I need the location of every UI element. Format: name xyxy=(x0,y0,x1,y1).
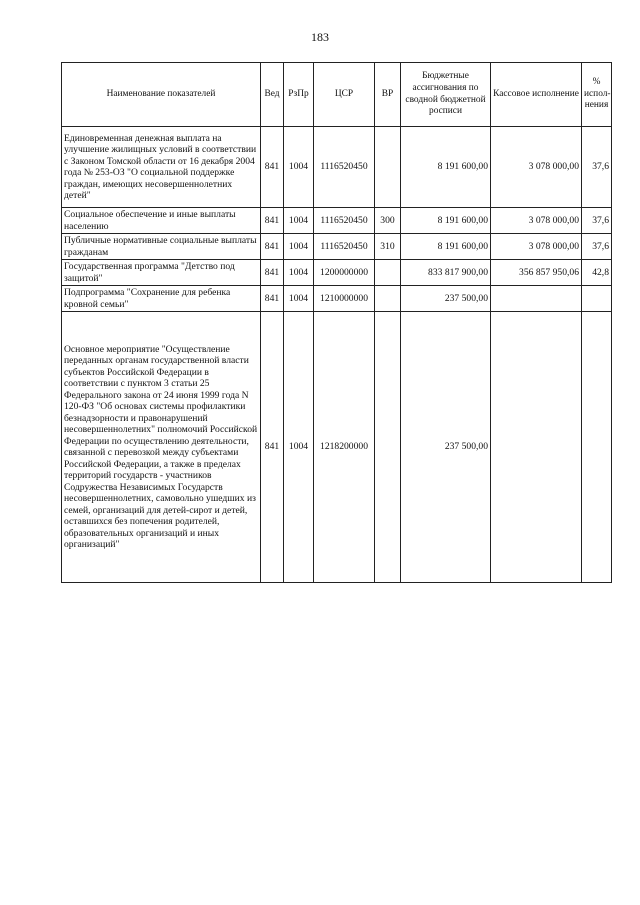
cell-percent-execution: 37,6 xyxy=(582,127,612,208)
cell-rzpr: 1004 xyxy=(284,234,314,260)
cell-ved: 841 xyxy=(261,208,284,234)
cell-assignments: 8 191 600,00 xyxy=(401,127,491,208)
cell-csr: 1116520450 xyxy=(314,234,375,260)
cell-cash-execution: 3 078 000,00 xyxy=(491,208,582,234)
cell-ved: 841 xyxy=(261,127,284,208)
cell-assignments: 8 191 600,00 xyxy=(401,234,491,260)
cell-ved: 841 xyxy=(261,286,284,312)
cell-rzpr: 1004 xyxy=(284,286,314,312)
table-header-row xyxy=(62,63,612,127)
table-row xyxy=(62,127,612,208)
table-row xyxy=(62,286,612,312)
header-ved: Вед xyxy=(261,63,284,127)
table-row xyxy=(62,260,612,286)
header-csr: ЦСР xyxy=(314,63,375,127)
header-percent-execution: % испол- нения xyxy=(582,63,612,127)
cell-ved: 841 xyxy=(261,234,284,260)
cell-rzpr: 1004 xyxy=(284,208,314,234)
cell-cash-execution: 3 078 000,00 xyxy=(491,127,582,208)
header-name: Наименование показателей xyxy=(62,63,261,127)
cell-ved: 841 xyxy=(261,260,284,286)
cell-name: Единовременная денежная выплата на улучшение жилищных условий в соответствии с Законом Томской области от 16 декабря 2004 года № 253-ОЗ "О социальной поддержке граждан, имеющих несовершеннолетних детей" xyxy=(62,127,261,208)
cell-percent-execution xyxy=(582,312,612,583)
cell-cash-execution xyxy=(491,286,582,312)
table-row xyxy=(62,234,612,260)
cell-vr: 310 xyxy=(375,234,401,260)
cell-ved: 841 xyxy=(261,312,284,583)
cell-vr xyxy=(375,260,401,286)
cell-name: Основное мероприятие "Осуществление переданных органам государственной власти субъектов Российской Федерации в соответствии с пунктом 3 статьи 25 Федерального закона от 24 июня 1999 года N 120-ФЗ "Об основах системы профилактики безнадзорности и правонарушений несовершеннолетних" полномочий Российской Федерации по осуществлению деятельности, связанной с перевозкой между субъектами Российской Федерации, а также в пределах территорий государств - участников Содружества Независимых Государств несовершеннолетних, самовольно ушедших из семей, организаций для детей-сирот и детей, оставшихся без попечения родителей, образовательных организаций и иных организаций" xyxy=(62,312,261,583)
cell-percent-execution: 37,6 xyxy=(582,208,612,234)
cell-csr: 1210000000 xyxy=(314,286,375,312)
cell-percent-execution: 42,8 xyxy=(582,260,612,286)
cell-rzpr: 1004 xyxy=(284,312,314,583)
header-cash-execution: Кассовое исполнение xyxy=(491,63,582,127)
cell-csr: 1116520450 xyxy=(314,208,375,234)
cell-assignments: 833 817 900,00 xyxy=(401,260,491,286)
table-row xyxy=(62,312,612,583)
cell-cash-execution xyxy=(491,312,582,583)
cell-percent-execution xyxy=(582,286,612,312)
cell-vr: 300 xyxy=(375,208,401,234)
cell-assignments: 237 500,00 xyxy=(401,312,491,583)
header-assignments: Бюджетные ассигнования по сводной бюджетной росписи xyxy=(401,63,491,127)
cell-vr xyxy=(375,286,401,312)
cell-csr: 1218200000 xyxy=(314,312,375,583)
cell-cash-execution: 356 857 950,06 xyxy=(491,260,582,286)
header-rzpr: РзПр xyxy=(284,63,314,127)
cell-rzpr: 1004 xyxy=(284,127,314,208)
cell-cash-execution: 3 078 000,00 xyxy=(491,234,582,260)
cell-vr xyxy=(375,312,401,583)
cell-percent-execution: 37,6 xyxy=(582,234,612,260)
cell-name: Публичные нормативные социальные выплаты гражданам xyxy=(62,234,261,260)
header-vr: ВР xyxy=(375,63,401,127)
cell-assignments: 8 191 600,00 xyxy=(401,208,491,234)
cell-assignments: 237 500,00 xyxy=(401,286,491,312)
cell-rzpr: 1004 xyxy=(284,260,314,286)
cell-vr xyxy=(375,127,401,208)
cell-csr: 1200000000 xyxy=(314,260,375,286)
cell-name: Подпрограмма "Сохранение для ребенка кровной семьи" xyxy=(62,286,261,312)
page-number: 183 xyxy=(311,30,329,44)
cell-csr: 1116520450 xyxy=(314,127,375,208)
cell-name: Социальное обеспечение и иные выплаты населению xyxy=(62,208,261,234)
cell-name: Государственная программа "Детство под защитой" xyxy=(62,260,261,286)
budget-execution-table xyxy=(61,62,612,583)
table-row xyxy=(62,208,612,234)
